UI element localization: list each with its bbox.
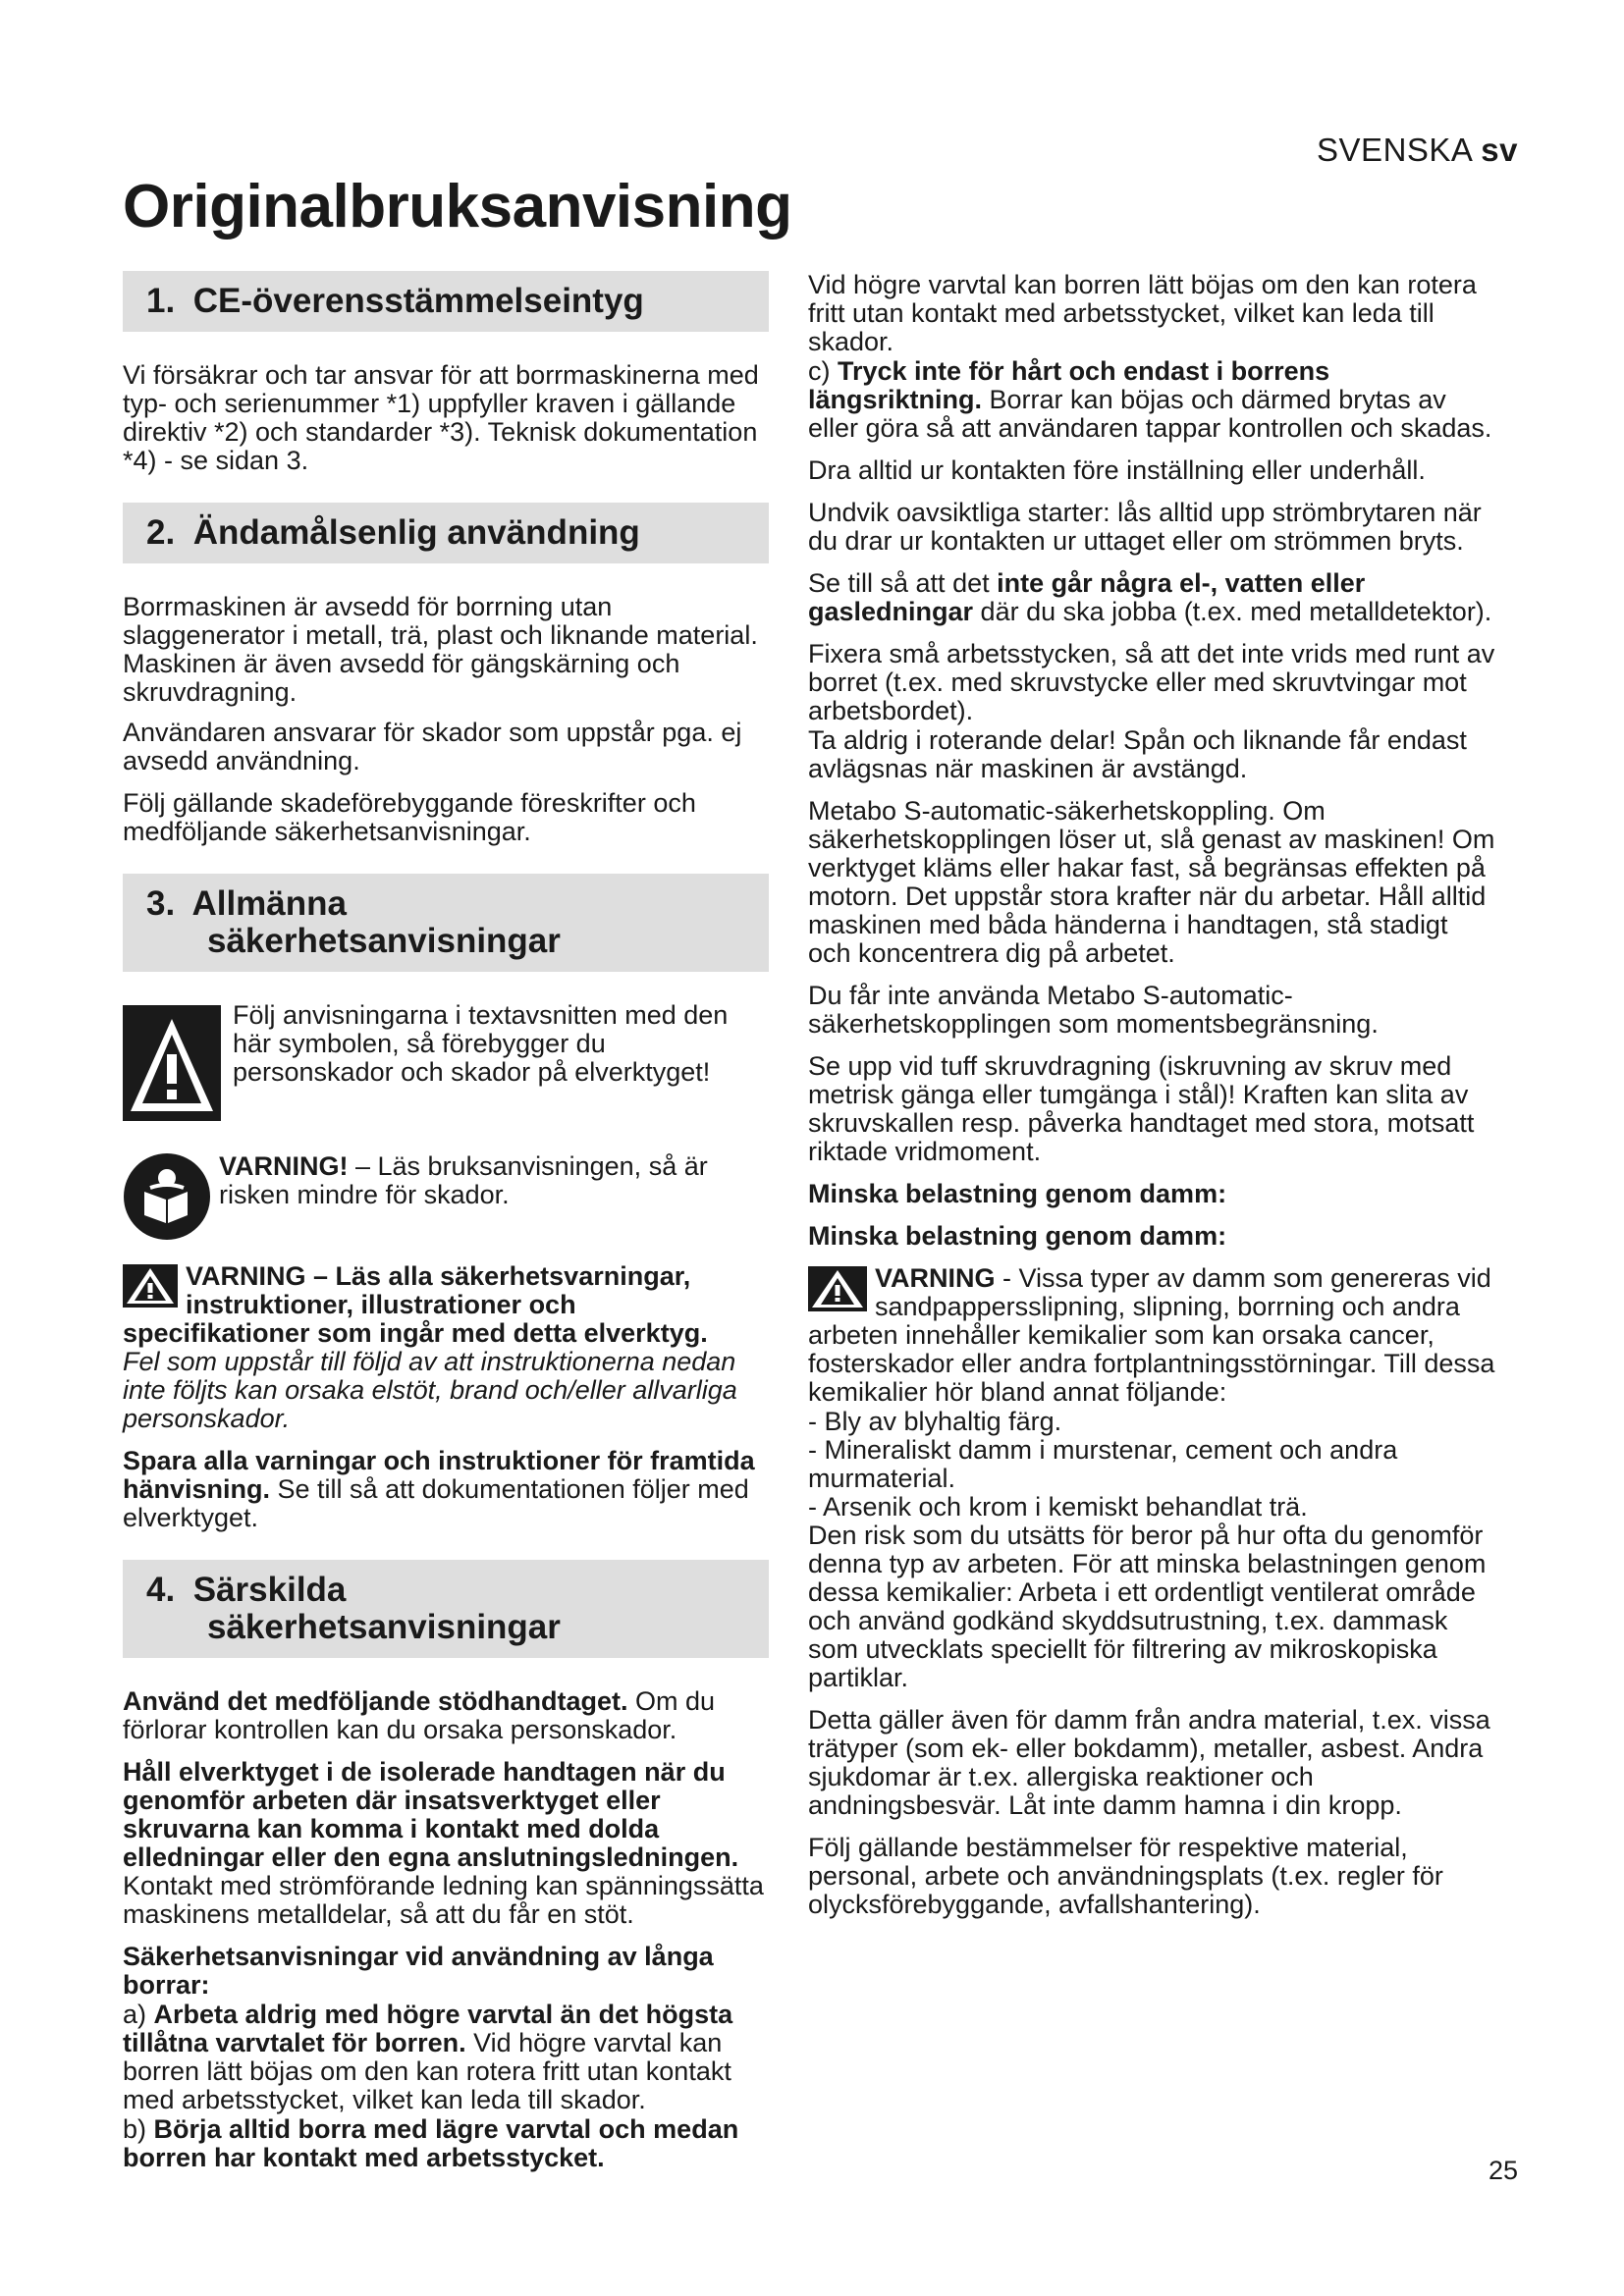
right-p6: Ta aldrig i roterande delar! Spån och liknande får endast avlägsnas när maskinen är avstängd.	[808, 725, 1467, 783]
right-p9: Se upp vid tuff skruvdragning (iskruvning av skruv med metrisk gänga eller tumgänga i stål)! Kraften kan slita av skruvskallen resp. påverka handtaget med stora, motsatt riktade vridmoment.	[808, 1051, 1475, 1166]
save-instructions-bold: Spara alla varningar och instruktioner för framtida hänvisning.	[123, 1446, 755, 1504]
item-c-bold: Tryck inte för hårt och endast i borrens längsriktning.	[808, 356, 1330, 414]
general-warning-bold: VARNING – Läs alla säkerhetsvarningar, instruktioner, illustrationer och specifikationer som ingår med detta elverktyg.	[123, 1261, 708, 1348]
item-b-bold: Börja alltid borra med lägre varvtal och medan borren har kontakt med arbetsstycket.	[123, 2114, 739, 2172]
dust-warning-paragraph	[808, 1264, 1495, 1407]
section-4-p2-bold: Håll elverktyget i de isolerade handtagen när du genomför arbeten där insatsverktyget eller skruvarna kan komma i kontakt med dolda elledningar eller den egna anslutningsledningen.	[123, 1757, 739, 1872]
dust-chemical-list	[808, 1408, 1495, 1522]
item-c-prefix: c)	[808, 356, 838, 386]
right-p5: Fixera små arbetsstycken, så att det inte vrids med runt av borret (t.ex. med skruvstycke eller med skruvtvingar mot arbetsbordet).	[808, 639, 1495, 725]
right-p3: Undvik oavsiktliga starter: lås alltid upp strömbrytaren när du drar ur kontakten ur uttaget eller om strömmen bryts.	[808, 498, 1482, 556]
right-p4-bold: inte går några el-, vatten eller gasledningar	[808, 568, 1366, 626]
read-manual-icon	[123, 1152, 211, 1241]
section-title: Ändamålsenlig användning	[192, 513, 640, 552]
right-p4	[808, 569, 1495, 626]
section-2-heading	[123, 503, 769, 563]
dust-heading-1: Minska belastning genom damm:	[808, 1179, 1227, 1208]
section-4-item-a	[123, 2001, 769, 2114]
dust-heading-2: Minska belastning genom damm:	[808, 1221, 1227, 1251]
section-2-p3: Följ gällande skadeförebyggande föreskrifter och medföljande säkerhetsanvisningar.	[123, 788, 696, 846]
language-code: sv	[1481, 132, 1518, 168]
read-manual-rest: – Läs bruksanvisningen, så är risken mindre för skador.	[219, 1151, 708, 1209]
section-title: CE-överensstämmelseintyg	[192, 282, 644, 320]
section-1-heading	[123, 271, 769, 332]
read-manual-text	[219, 1145, 769, 1209]
item-a-prefix: a)	[123, 2000, 154, 2029]
right-p11: Detta gäller även för damm från andra material, t.ex. vissa trätyper (som ek- eller bokdamm), metaller, asbest. Andra sjukdomar är t.ex. allergiska reaktioner och andningsbesvär. Låt inte damm hamna i din kropp.	[808, 1705, 1490, 1820]
right-p12: Följ gällande bestämmelser för respektive material, personal, arbete och användningsplats (t.ex. regler för olycksförebyggande, avfallshantering).	[808, 1833, 1443, 1919]
warning-triangle-icon	[123, 1005, 221, 1121]
dust-warning-bold: VARNING	[875, 1263, 996, 1293]
save-instructions-text: Se till så att dokumentationen följer med elverktyget.	[123, 1474, 749, 1532]
item-b-prefix: b)	[123, 2114, 154, 2144]
general-warning-italic: Fel som uppstår till följd av att instruktionerna nedan inte följts kan orsaka elstöt, brand och/eller allvarliga personskador.	[123, 1347, 737, 1433]
page-number: 25	[1488, 2156, 1518, 2185]
section-4-p2	[123, 1758, 769, 1929]
language-name: SVENSKA	[1317, 132, 1472, 168]
section-2-p2: Användaren ansvarar för skador som uppstår pga. ej avsedd användning.	[123, 718, 742, 775]
section-4-item-b	[123, 2115, 769, 2172]
general-warning-paragraph	[123, 1262, 769, 1433]
item-a-bold: Arbeta aldrig med högre varvtal än det högsta tillåtna varvtalet för borren.	[123, 2000, 733, 2057]
item-c-text: Borrar kan böjas och därmed brytas av eller göra så att användaren tappar kontrollen och skadas.	[808, 385, 1492, 443]
section-4-p1-text: Om du förlorar kontrollen kan du orsaka personskador.	[123, 1686, 716, 1744]
right-p4-a: Se till så att det	[808, 568, 998, 598]
language-label	[1317, 132, 1518, 169]
section-2-p1: Borrmaskinen är avsedd för borrning utan slaggenerator i metall, trä, plast och liknande material. Maskinen är även avsedd för gängskärning och skruvdragning.	[123, 592, 758, 707]
warning-symbol-note	[123, 1001, 769, 1121]
right-column	[808, 271, 1495, 1933]
section-4-heading	[123, 1560, 769, 1658]
list-item: - Bly av blyhaltig färg.	[808, 1407, 1062, 1436]
section-number: 4.	[146, 1571, 176, 1609]
section-title-line1: Särskilda	[192, 1571, 347, 1609]
left-column	[123, 271, 769, 2186]
right-p1: Vid högre varvtal kan borren lätt böjas om den kan rotera fritt utan kontakt med arbetsstycket, vilket kan leda till skador.	[808, 270, 1477, 356]
right-p8: Du får inte använda Metabo S-automatic-säkerhetskopplingen som momentsbegränsning.	[808, 981, 1379, 1039]
section-3-heading	[123, 874, 769, 972]
section-4-p3: Säkerhetsanvisningar vid användning av långa borrar:	[123, 1942, 714, 2000]
right-p2: Dra alltid ur kontakten före inställning eller underhåll.	[808, 455, 1426, 485]
item-a-text: Vid högre varvtal kan borren lätt böjas om den kan rotera fritt utan kontakt med arbetsstycket, vilket kan leda till skador.	[123, 2028, 731, 2114]
save-instructions-paragraph	[123, 1447, 769, 1532]
section-4-p1-bold: Använd det medföljande stödhandtaget.	[123, 1686, 628, 1716]
read-manual-note	[123, 1145, 769, 1241]
right-p7: Metabo S-automatic-säkerhetskoppling. Om säkerhetskopplingen löser ut, slå genast av maskinen! Om verktyget kläms eller hakar fast, så begränsas effekten på motorn. Det uppstår stora krafter när du arbetar. Håll alltid maskinen med båda händerna i handtagen, stå stadigt och koncentrera dig på arbetet.	[808, 796, 1495, 968]
dust-warning-text: - Vissa typer av damm som genereras vid sandpappersslipning, slipning, borrning och andra arbeten innehåller kemikalier som kan orsaka cancer, fosterskador eller andra fortplantningsstörningar. Till dessa kemikalier hör bland annat följande:	[808, 1263, 1495, 1407]
right-item-c	[808, 357, 1495, 443]
small-warning-icon	[808, 1266, 867, 1311]
list-item: - Mineraliskt damm i murstenar, cement och andra murmaterial.	[808, 1435, 1398, 1493]
section-number: 3.	[146, 884, 176, 923]
document-title: Originalbruksanvisning	[123, 173, 792, 240]
section-number: 1.	[146, 282, 176, 320]
section-title-line1: Allmänna	[191, 884, 347, 923]
list-item: - Arsenik och krom i kemiskt behandlat trä.	[808, 1492, 1308, 1522]
section-4-p2-text: Kontakt med strömförande ledning kan spänningssätta maskinens metalldelar, så att du får en stöt.	[123, 1871, 764, 1929]
section-number: 2.	[146, 513, 176, 552]
small-warning-icon	[123, 1264, 178, 1308]
section-title-line2: säkerhetsanvisningar	[207, 922, 561, 960]
warning-symbol-text: Följ anvisningarna i textavsnitten med den här symbolen, så förebygger du personskador och skador på elverktyget!	[233, 1000, 729, 1087]
right-p4-b: där du ska jobba (t.ex. med metalldetektor).	[973, 597, 1492, 626]
section-1-body: Vi försäkrar och tar ansvar för att borrmaskinerna med typ- och serienummer *1) uppfyller kraven i gällande direktiv *2) och standarder *3). Teknisk dokumentation *4) - se sidan 3.	[123, 360, 759, 475]
read-manual-bold: VARNING!	[219, 1151, 349, 1181]
section-4-p1	[123, 1687, 769, 1744]
right-p10: Den risk som du utsätts för beror på hur ofta du genomför denna typ av arbeten. För att minska belastningen genom dessa kemikalier: Arbeta i ett ordentligt ventilerat område och använd godkänd skyddsutrustning, t.ex. dammask som utvecklats speciellt för filtrering av mikroskopiska partiklar.	[808, 1521, 1487, 1692]
section-title-line2: säkerhetsanvisningar	[207, 1608, 561, 1646]
